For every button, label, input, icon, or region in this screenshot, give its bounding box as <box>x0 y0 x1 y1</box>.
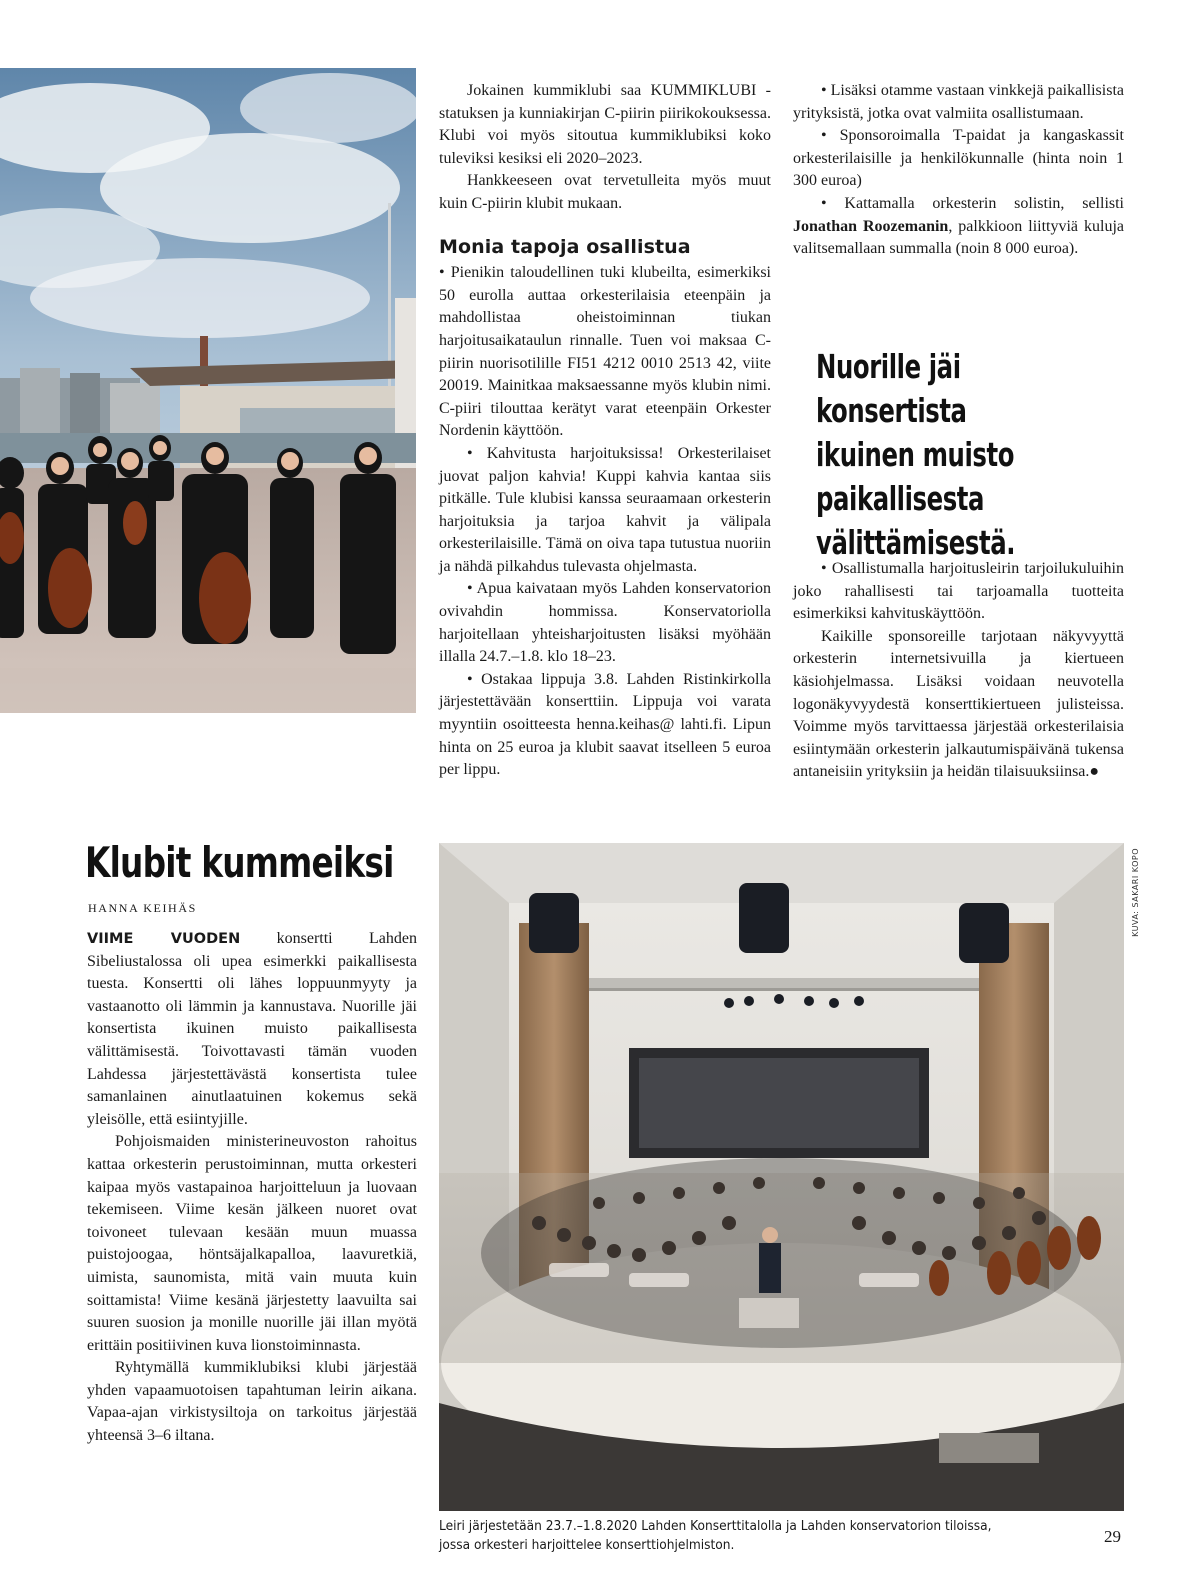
article-headline: Klubit kummeiksi <box>85 838 394 887</box>
paragraph: Ryhtymällä kummiklubiksi klubi järjestää yhden vapaamuotoisen tapahtuman leirin aikana. Vapaa-ajan virkistysiltoja on tarkoitus järjestää yhteensä 3–6 iltana. <box>87 1359 417 1445</box>
bullet-text: • Kattamalla orkesterin solistin, sellisti <box>821 194 1124 212</box>
bullet-text: , palkkioon liittyviä kuluja valitsemallaan summalla (noin 8 000 euroa). <box>793 217 1124 258</box>
paragraph: Hankkeeseen ovat tervetulleita myös muut kuin C-piirin klubit mukaan. <box>439 172 771 212</box>
paragraph: Jokainen kummiklubi saa KUMMIKLUBI -statuksen ja kunniakirjan C-piirin piirikokouksessa. Klubi voi myös sitoutua kummiklubiksi koko tuleviksi kesiksi eli 2020–2023. <box>439 82 771 167</box>
lead-paragraph <box>87 928 417 1131</box>
bullet-item <box>793 193 1124 261</box>
orchestra-hall-photo <box>439 843 1124 1511</box>
page-number: 29 <box>1104 1527 1121 1546</box>
paragraph <box>793 626 1124 784</box>
soloist-name: Jonathan Roozemanin <box>793 217 949 235</box>
bullet-item: • Ostakaa lippuja 3.8. Lahden Ristinkirkolla järjestettävään konserttiin. Lippuja voi varata myyntiin osoitteesta henna.keihas@ lahti.fi. Lipun hinta on 25 euroa ja klubit saavat itselleen 5 euroa per lippu. <box>439 670 771 779</box>
bullet-item: • Kahvitusta harjoituksissa! Orkesterilaiset juovat paljon kahvia! Kuppi kahvia kantaa siis pitkälle. Tule klubisi kanssa seuraamaan orkesterin harjoituksia ja tarjoa kahvit ja välipala orkesterilaisille. Tämä on oiva tapa tutustua nuoriin ja nähdä pilkahdus tulevasta ohjelmasta. <box>439 444 771 575</box>
bullet-item: • Osallistumalla harjoitusleirin tarjoilukuluihin joko rahallisesti tai tarjoamalla tuotteita esimerkiksi kahvituskäyttöön. <box>793 560 1124 623</box>
caption-line: Leiri järjestetään 23.7.–1.8.2020 Lahden Konserttitalolla ja Lahden konservatorion tiloissa, <box>439 1519 992 1534</box>
column-right-top <box>793 80 1124 261</box>
end-mark: ● <box>1089 763 1100 781</box>
bullet-item: • Sponsoroimalla T-paidat ja kangaskassit orkesterilaisille ja henkilökunnalle (hinta noin 1 300 euroa) <box>793 127 1124 190</box>
column-middle <box>439 80 771 782</box>
byline: HANNA KEIHÄS <box>88 901 197 915</box>
lead-in: VIIME VUODEN <box>87 931 241 947</box>
bullet-item: • Lisäksi otamme vastaan vinkkejä paikallisista yrityksistä, jotka ovat valmiita osallistumaan. <box>793 82 1124 122</box>
article-body <box>87 928 417 1448</box>
photo-credit: KUVA: SAKARI KOPO <box>1131 848 1140 937</box>
column-right-bottom <box>793 558 1124 784</box>
caption-line: jossa orkesteri harjoittelee konserttiohjelmiston. <box>439 1538 735 1553</box>
bullet-item: • Pienikin taloudellinen tuki klubeilta, esimerkiksi 50 eurolla auttaa orkesterilaisia eteenpäin ja mahdollistaa oheistoiminnan tiukan harjoitusaikataulun rinnalle. Tuen voi maksaa C-piirin nuorisotilille FI51 4212 0010 2513 42, viite 20019. Mainitkaa maksaessanne myös klubin nimi. C-piiri tilouttaa kerätyt varat eteenpäin Orkester Nordenin käyttöön. <box>439 264 771 440</box>
paragraph: Pohjoismaiden ministerineuvoston rahoitus kattaa orkesterin perustoiminnan, mutta orkesteri kaipaa myös vastapainoa harjoitteluun ja luovaan tekemiseen. Viime kesän jälkeen nuoret ovat toivoneet tulevaan kesään muun muassa puistojoogaa, höntsäjalkapalloa, laavuretkiä, uimista, saunomista, mitä vain muuta kuin soittamista! Viime kesänä järjestetty laavuilta sai suuren suosion ja monille nuorille jäi illan myötä erittäin positiivinen kuva lionstoiminnasta. <box>87 1133 417 1354</box>
pull-quote: Nuorille jäi konsertista ikuinen muisto paikallisesta välittämisestä. <box>816 347 1016 562</box>
subheading: Monia tapoja osallistua <box>439 235 691 258</box>
bullet-item: • Apua kaivataan myös Lahden konservatorion ovivahdin hommissa. Konservatoriolla harjoitellaan yhteisharjoitusten lisäksi myöhään illalla 24.7.–1.8. klo 18–23. <box>439 580 771 666</box>
musicians-photo <box>0 68 416 713</box>
paragraph-text: Kaikille sponsoreille tarjotaan näkyvyyttä orkesterin internetsivuilla ja kiertueen käsiohjelmassa. Lisäksi voidaan neuvotella logonäkyvyydestä konserttikiertueen julisteissa. Voimme myös tarvittaessa järjestää orkesterilaisia esiintymään orkesterin jalkautumispäivänä tukensa antaneisiin yrityksiin ja heidän tilaisuuksiinsa. <box>793 627 1124 781</box>
paragraph-text: konsertti Lahden Sibeliustalossa oli upea esimerkki paikallisesta tuesta. Konsertti oli lähes loppuunmyyty ja vastaanotto oli lämmin ja kannustava. Nuorille jäi konsertista ikuinen muisto paikallisesta välittämisestä. Toivottavasti tämän vuoden Lahdessa järjestettävästä konsertista tulee samanlainen ainutlaatuinen kokemus sekä yleisölle, että esiintyjille. <box>87 930 418 1128</box>
photo-caption <box>439 1517 1088 1555</box>
